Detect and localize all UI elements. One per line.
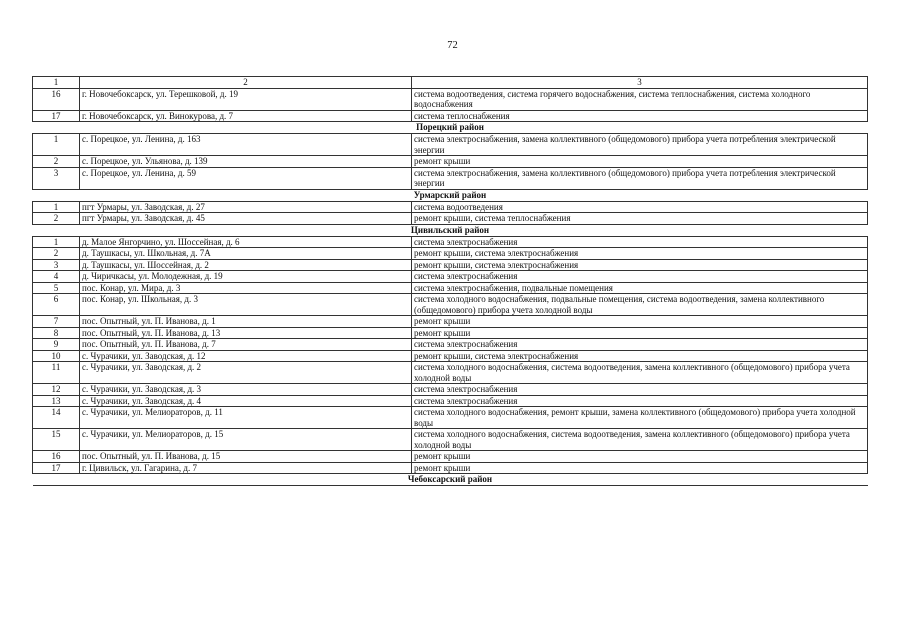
repair-works-table	[32, 76, 868, 486]
row-number: 15	[33, 429, 80, 451]
row-works: система холодного водоснабжения, подвальные помещения, система водоотведения, замена коллективного (общедомового) прибора учета холодной воды	[412, 294, 868, 316]
row-address: г. Новочебоксарск, ул. Винокурова, д. 7	[80, 110, 412, 122]
row-works: ремонт крыши	[412, 156, 868, 168]
row-works: ремонт крыши, система теплоснабжения	[412, 213, 868, 225]
row-number: 17	[33, 110, 80, 122]
table-row	[33, 339, 868, 351]
row-works: ремонт крыши, система электроснабжения	[412, 259, 868, 271]
row-number: 4	[33, 271, 80, 283]
row-number: 16	[33, 451, 80, 463]
row-works: система холодного водоснабжения, система водоотведения, замена коллективного (общедомового) прибора учета холодной воды	[412, 362, 868, 384]
district-header-row	[33, 122, 868, 134]
row-number: 12	[33, 384, 80, 396]
row-address: пос. Конар, ул. Школьная, д. 3	[80, 294, 412, 316]
row-works: ремонт крыши	[412, 327, 868, 339]
table-row	[33, 201, 868, 213]
row-works: ремонт крыши	[412, 316, 868, 328]
row-works: система холодного водоснабжения, система водоотведения, замена коллективного (общедомового) прибора учета холодной воды	[412, 429, 868, 451]
row-number: 2	[33, 213, 80, 225]
row-number: 7	[33, 316, 80, 328]
table-row	[33, 236, 868, 248]
district-title: Чебоксарский район	[33, 474, 868, 486]
table-row	[33, 248, 868, 260]
row-address: г. Новочебоксарск, ул. Терешковой, д. 19	[80, 88, 412, 110]
district-title: Цивильский район	[33, 224, 868, 236]
row-works: ремонт крыши	[412, 462, 868, 474]
row-address: пос. Опытный, ул. П. Иванова, д. 7	[80, 339, 412, 351]
header-col-address: 2	[80, 77, 412, 89]
row-number: 6	[33, 294, 80, 316]
row-address: пос. Опытный, ул. П. Иванова, д. 13	[80, 327, 412, 339]
table-row	[33, 462, 868, 474]
row-number: 5	[33, 282, 80, 294]
row-address: с. Чурачики, ул. Мелиораторов, д. 11	[80, 407, 412, 429]
row-works: система электроснабжения	[412, 236, 868, 248]
row-number: 13	[33, 395, 80, 407]
table-row	[33, 429, 868, 451]
table-row	[33, 213, 868, 225]
row-address: д. Таушкасы, ул. Школьная, д. 7А	[80, 248, 412, 260]
table-row	[33, 259, 868, 271]
table-row	[33, 316, 868, 328]
row-works: система теплоснабжения	[412, 110, 868, 122]
district-title: Порецкий район	[33, 122, 868, 134]
table-row	[33, 407, 868, 429]
row-address: пгт Урмары, ул. Заводская, д. 27	[80, 201, 412, 213]
row-works: система электроснабжения, замена коллективного (общедомового) прибора учета потребления электрической энергии	[412, 167, 868, 189]
row-number: 16	[33, 88, 80, 110]
row-number: 9	[33, 339, 80, 351]
header-col-works: 3	[412, 77, 868, 89]
row-address: д. Таушкасы, ул. Шоссейная, д. 2	[80, 259, 412, 271]
row-number: 8	[33, 327, 80, 339]
row-address: пос. Конар, ул. Мира, д. 3	[80, 282, 412, 294]
row-works: ремонт крыши, система электроснабжения	[412, 350, 868, 362]
row-number: 1	[33, 134, 80, 156]
row-address: с. Чурачики, ул. Заводская, д. 3	[80, 384, 412, 396]
row-works: ремонт крыши	[412, 451, 868, 463]
row-works: система электроснабжения	[412, 339, 868, 351]
table-row	[33, 327, 868, 339]
row-works: система водоотведения, система горячего водоснабжения, система теплоснабжения, система холодного водоснабжения	[412, 88, 868, 110]
row-works: система электроснабжения, замена коллективного (общедомового) прибора учета потребления электрической энергии	[412, 134, 868, 156]
table-row	[33, 395, 868, 407]
table-row	[33, 167, 868, 189]
table-row	[33, 134, 868, 156]
district-header-row	[33, 189, 868, 201]
table-row	[33, 282, 868, 294]
row-address: с. Чурачики, ул. Мелиораторов, д. 15	[80, 429, 412, 451]
row-works: ремонт крыши, система электроснабжения	[412, 248, 868, 260]
row-number: 2	[33, 156, 80, 168]
table-header-row	[33, 77, 868, 89]
table-row	[33, 384, 868, 396]
row-address: с. Порецкое, ул. Ленина, д. 59	[80, 167, 412, 189]
table-row	[33, 110, 868, 122]
row-number: 11	[33, 362, 80, 384]
page-number: 72	[447, 40, 458, 51]
header-col-number: 1	[33, 77, 80, 89]
row-address: пгт Урмары, ул. Заводская, д. 45	[80, 213, 412, 225]
row-address: г. Цивильск, ул. Гагарина, д. 7	[80, 462, 412, 474]
table-row	[33, 362, 868, 384]
row-address: пос. Опытный, ул. П. Иванова, д. 1	[80, 316, 412, 328]
row-works: система электроснабжения	[412, 271, 868, 283]
row-works: система холодного водоснабжения, ремонт крыши, замена коллективного (общедомового) прибора учета холодной воды	[412, 407, 868, 429]
row-address: с. Порецкое, ул. Ульянова, д. 139	[80, 156, 412, 168]
district-header-row	[33, 224, 868, 236]
row-address: д. Чиричкасы, ул. Молодежная, д. 19	[80, 271, 412, 283]
table-row	[33, 451, 868, 463]
row-number: 14	[33, 407, 80, 429]
row-address: с. Чурачики, ул. Заводская, д. 2	[80, 362, 412, 384]
table-row	[33, 294, 868, 316]
row-number: 1	[33, 236, 80, 248]
row-address: пос. Опытный, ул. П. Иванова, д. 15	[80, 451, 412, 463]
row-number: 1	[33, 201, 80, 213]
table-row	[33, 156, 868, 168]
row-number: 10	[33, 350, 80, 362]
row-address: с. Чурачики, ул. Заводская, д. 12	[80, 350, 412, 362]
row-works: система электроснабжения	[412, 384, 868, 396]
row-number: 2	[33, 248, 80, 260]
row-works: система водоотведения	[412, 201, 868, 213]
row-number: 3	[33, 167, 80, 189]
district-title: Урмарский район	[33, 189, 868, 201]
row-address: д. Малое Янгорчино, ул. Шоссейная, д. 6	[80, 236, 412, 248]
row-address: с. Порецкое, ул. Ленина, д. 163	[80, 134, 412, 156]
table-row	[33, 350, 868, 362]
district-header-row	[33, 474, 868, 486]
row-works: система электроснабжения, подвальные помещения	[412, 282, 868, 294]
row-works: система электроснабжения	[412, 395, 868, 407]
table-row	[33, 88, 868, 110]
row-address: с. Чурачики, ул. Заводская, д. 4	[80, 395, 412, 407]
row-number: 3	[33, 259, 80, 271]
table-row	[33, 271, 868, 283]
row-number: 17	[33, 462, 80, 474]
